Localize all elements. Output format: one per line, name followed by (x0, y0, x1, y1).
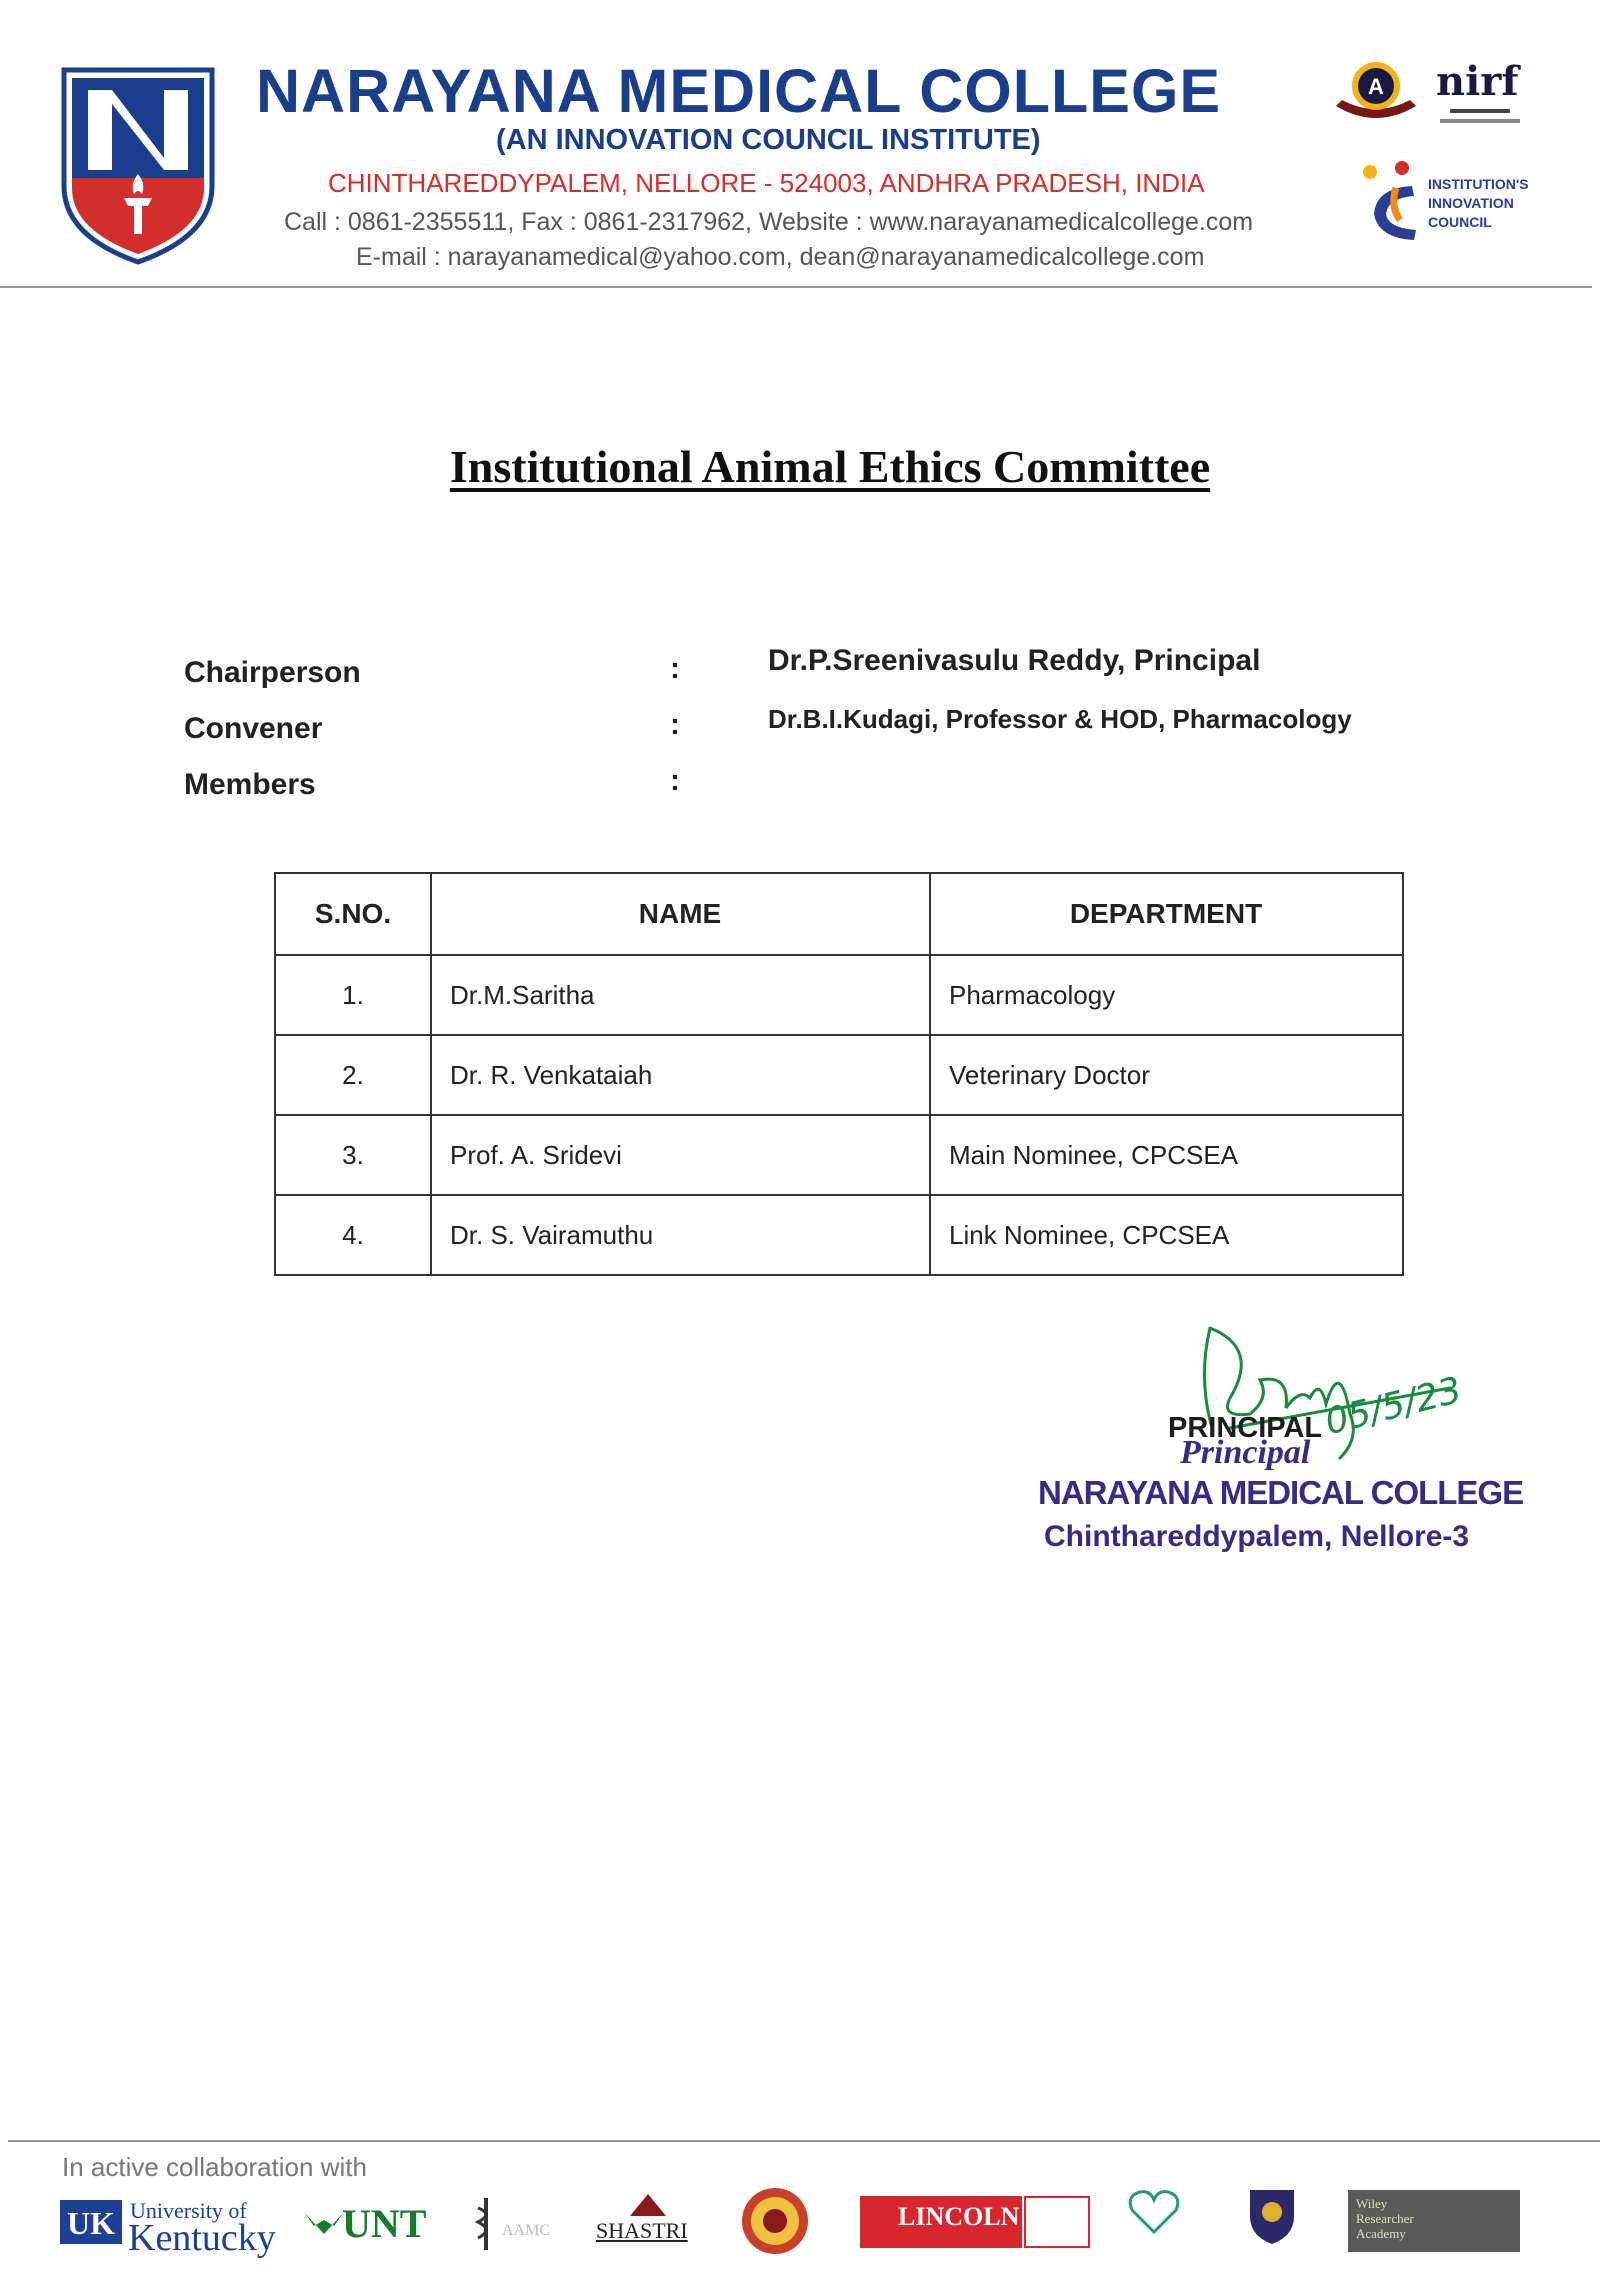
table-row (275, 1195, 1403, 1275)
document-title (0, 440, 1618, 493)
role-colon: : (670, 764, 680, 797)
college-address: CHINTHAREDDYPALEM, NELLORE - 524003, ANDHRA PRADESH, INDIA (328, 168, 1205, 198)
header-divider (0, 286, 1592, 288)
column-header-name: NAME (431, 873, 930, 955)
partner-name: AAMC (502, 2222, 551, 2239)
nirf-rank-line (1450, 109, 1510, 113)
signature-title: PRINCIPAL (1168, 1412, 1323, 1444)
footer-divider (8, 2140, 1600, 2142)
role-colon: : (670, 708, 680, 741)
college-subtitle: (AN INNOVATION COUNCIL INSTITUTE) (496, 124, 1041, 156)
cell-sno: 2. (275, 1035, 431, 1115)
crest-shield-icon (1246, 2186, 1298, 2246)
partner-name: LINCOLN (898, 2202, 1020, 2231)
document-title-text: Institutional Animal Ethics Committee (449, 441, 1211, 492)
college-name: NARAYANA MEDICAL COLLEGE (256, 57, 1222, 125)
nirf-logo (1436, 58, 1526, 138)
role-label-members: Members (184, 768, 316, 801)
role-value-chairperson: Dr.P.Sreenivasulu Reddy, Principal (768, 644, 1261, 677)
stamp-principal: Principal (1180, 1434, 1311, 1471)
partner-name: University of (130, 2198, 247, 2223)
partner-lincoln (860, 2186, 1092, 2256)
partner-name-line: Wiley (1356, 2196, 1388, 2211)
iic-label (1428, 175, 1548, 232)
partner-name (1356, 2196, 1414, 2241)
cell-department: Main Nominee, CPCSEA (930, 1115, 1403, 1195)
footer-collaboration-text: In active collaboration with (62, 2152, 367, 2182)
table-header-row (275, 873, 1403, 955)
cell-sno: 4. (275, 1195, 431, 1275)
cell-name: Prof. A. Sridevi (431, 1115, 930, 1195)
caduceus-icon (474, 2198, 498, 2250)
svg-text:A: A (1368, 74, 1384, 99)
college-logo-icon (58, 66, 218, 266)
cell-department: Link Nominee, CPCSEA (930, 1195, 1403, 1275)
table-row (275, 1035, 1403, 1115)
iic-line: COUNCIL (1428, 214, 1492, 230)
cell-name: Dr. R. Venkataiah (431, 1035, 930, 1115)
signature-date: 05/5/23 (1321, 1369, 1466, 1444)
partner-unt (304, 2186, 434, 2256)
cell-name: Dr.M.Saritha (431, 955, 930, 1035)
cell-sno: 3. (275, 1115, 431, 1195)
naac-badge-icon (1330, 56, 1422, 126)
lincoln-award-icon (1024, 2196, 1090, 2248)
role-label-convener: Convener (184, 712, 323, 745)
uk-logo-icon (60, 2200, 122, 2244)
college-email: E-mail : narayanamedical@yahoo.com, dean@narayanamedicalcollege.com (356, 243, 1205, 271)
role-colon: : (670, 652, 680, 685)
heart-stethoscope-icon (1126, 2186, 1182, 2246)
stamp-college-place: Chinthareddypalem, Nellore-3 (1044, 1520, 1470, 1553)
partner-name-line: Academy (1356, 2226, 1406, 2241)
cell-name: Dr. S. Vairamuthu (431, 1195, 930, 1275)
partner-university-of-kentucky (60, 2186, 296, 2259)
nirf-rank-line (1440, 119, 1520, 123)
iic-line: INNOVATION (1428, 195, 1514, 211)
cell-department: Pharmacology (930, 955, 1403, 1035)
cell-department: Veterinary Doctor (930, 1035, 1403, 1115)
partner-name-line: Researcher (1356, 2211, 1414, 2226)
nirf-wordmark: nirf (1436, 58, 1519, 105)
table-row (275, 1115, 1403, 1195)
partner-name: UNT (342, 2201, 427, 2246)
stamp-college-name: NARAYANA MEDICAL COLLEGE (1038, 1474, 1524, 1511)
round-seal-icon (738, 2186, 812, 2256)
table-row (275, 955, 1403, 1035)
partner-shastri (594, 2186, 704, 2256)
members-table (274, 872, 1404, 1276)
column-header-department: DEPARTMENT (930, 873, 1403, 955)
partner-name: SHASTRI (596, 2218, 688, 2243)
partner-seal (738, 2186, 812, 2256)
shastri-emblem-icon (628, 2192, 668, 2218)
role-value-convener: Dr.B.I.Kudagi, Professor & HOD, Pharmacology (768, 704, 1352, 734)
partner-crest (1246, 2186, 1298, 2256)
role-label-chairperson: Chairperson (184, 656, 361, 689)
partner-name: Kentucky (128, 2217, 276, 2259)
partner-heart (1126, 2186, 1182, 2256)
column-header-sno: S.NO. (275, 873, 431, 955)
eagle-icon (304, 2204, 344, 2244)
partner-wiley-researcher-academy (1348, 2186, 1520, 2256)
college-contact: Call : 0861-2355511, Fax : 0861-2317962, Website : www.narayanamedicalcollege.com (284, 208, 1254, 236)
cell-sno: 1. (275, 955, 431, 1035)
iic-line: INSTITUTION'S (1428, 176, 1529, 192)
partner-aamc (474, 2186, 564, 2256)
svg-text:UK: UK (67, 2205, 115, 2241)
